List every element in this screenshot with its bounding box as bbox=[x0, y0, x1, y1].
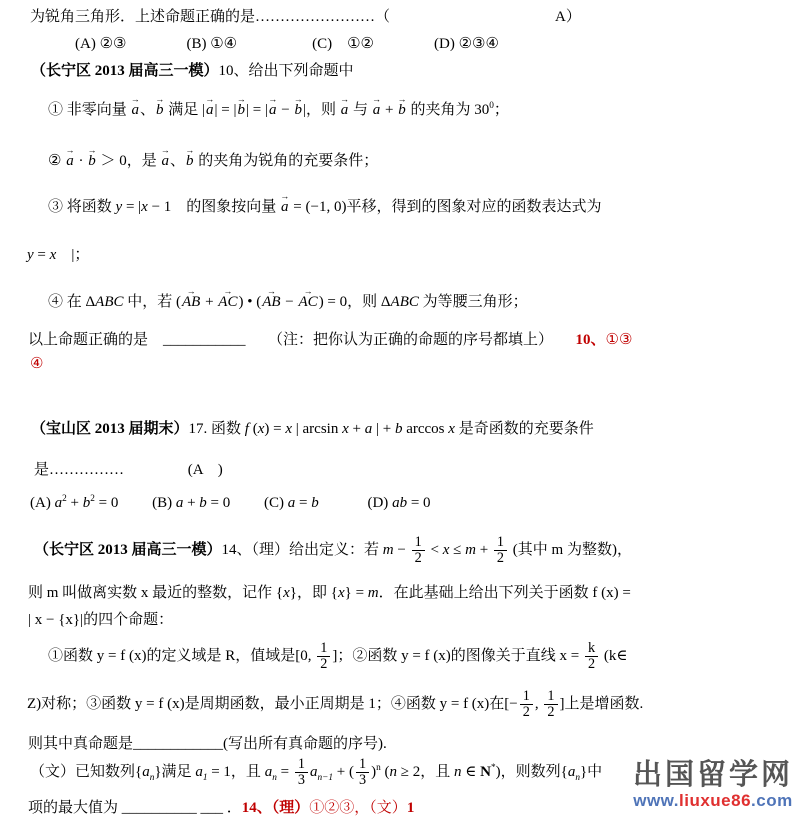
vector-arrow-icon: → bbox=[155, 93, 165, 104]
fraction: $\frac{1}{2}$ bbox=[412, 535, 425, 566]
q10-answer-red-overflow: ④ bbox=[30, 356, 44, 372]
prev-question-options-row: (A) ②③ (B) ①④ (C) ①② (D) ②③④ bbox=[75, 36, 499, 52]
vector: → b bbox=[155, 93, 165, 118]
q14-wen-stem-line: （文）已知数列$\{a_n\}$满足 $a_1 = 1$，且 $a_n$ = $\frac{1}{3}$ $a_{n-1}$ + ( $\frac{1}{3}$ )$^n$ (n ≥ 2，且 n ∈ N*)，则数列$\{a_n\}$中 bbox=[30, 756, 603, 788]
fraction: $\frac{1}{3}$ bbox=[295, 757, 308, 788]
vector: → a bbox=[268, 93, 278, 118]
vector-arrow-icon: → bbox=[130, 93, 140, 104]
q14-definition-line-1: （长宁区 2013 届高三一模）14、（理）给出定义：若 m − $\frac{1}{2}$ < x ≤ m + $\frac{1}{2}$ (其中 m 为整数)， bbox=[34, 534, 632, 566]
fraction: $\frac{k}{2}$ bbox=[585, 641, 598, 672]
fraction: $\frac{1}{2}$ bbox=[544, 689, 557, 720]
fraction: $\frac{1}{2}$ bbox=[494, 535, 507, 566]
vector: → b bbox=[87, 144, 97, 169]
q10-statement-3-continued: y = x |； bbox=[27, 247, 90, 263]
watermark-url bbox=[633, 792, 793, 811]
vector-arrow-icon: → bbox=[371, 93, 381, 104]
q17-stem-line: （宝山区 2013 届期末）17. 函数 f (x) = x | arcsin x + a | + b arccos x 是奇函数的充要条件 bbox=[31, 421, 594, 437]
watermark-url-www: www. bbox=[633, 790, 679, 810]
q10-header: （长宁区 2013 届高三一模）10、给出下列命题中 bbox=[31, 63, 354, 79]
vector-arrow-icon: → bbox=[186, 285, 196, 296]
q10-statement-2: ② → a · → b ＞ 0，是 → a、 → b 的夹角为锐角的充要条件； bbox=[48, 144, 379, 169]
q14-definition-line-2: 则 m 叫做离实数 x 最近的整数，记作 {x}，即 {x} = m．在此基础上给出下列关于函数 f (x) = bbox=[28, 585, 631, 601]
fraction: $\frac{1}{3}$ bbox=[356, 757, 369, 788]
vector-arrow-icon: → bbox=[266, 285, 276, 296]
vector: → a bbox=[339, 93, 349, 118]
vector-arrow-icon: → bbox=[397, 93, 407, 104]
q14-definition-line-3: | x − {x}|的四个命题： bbox=[28, 612, 174, 628]
q14-propositions-line-1: ①函数 y = f (x)的定义域是 R，值域是[0, $\frac{1}{2}$ ]；②函数 y = f (x)的图像关于直线 x = $\frac{k}{2}$ (k∈ bbox=[48, 640, 628, 672]
watermark-url-tld: .com bbox=[751, 790, 793, 810]
vector: → b bbox=[397, 93, 407, 118]
q17-answer-choice-line: 是…………… (A ) bbox=[34, 462, 223, 478]
q17-options-row: (A) $a^2 + b^2 = 0$ (B) a + b = 0 (C) a = b (D) ab = 0 bbox=[30, 494, 431, 511]
vector: → a bbox=[280, 190, 290, 215]
vector: → b bbox=[185, 144, 195, 169]
fraction: $\frac{1}{2}$ bbox=[317, 641, 330, 672]
watermark-url-domain: liuxue86 bbox=[679, 790, 752, 810]
vector-arrow-icon: → bbox=[185, 144, 195, 155]
vector-arrow-icon: → bbox=[160, 144, 170, 155]
prev-question-stem-line: 为锐角三角形．上述命题正确的是……………………（ A） bbox=[30, 9, 581, 25]
vector: → a bbox=[205, 93, 215, 118]
vector: → a bbox=[130, 93, 140, 118]
vector-arrow-icon: → bbox=[236, 93, 246, 104]
vector: → a bbox=[371, 93, 381, 118]
vector: → AC bbox=[298, 285, 318, 310]
vector-arrow-icon: → bbox=[293, 93, 303, 104]
q14-propositions-line-2: Z)对称；③函数 y = f (x)是周期函数，最小正周期是 1；④函数 y = f (x)在[− $\frac{1}{2}$ , $\frac{1}{2}$ ]上是增函数. bbox=[27, 688, 644, 720]
vector-arrow-icon: → bbox=[280, 190, 290, 201]
vector-arrow-icon: → bbox=[268, 93, 278, 104]
q10-statement-4: ④ 在 ΔABC 中，若 ( → AB + → AC) • ( → AB − → AC) = 0，则 ΔABC 为等腰三角形； bbox=[48, 285, 528, 310]
q10-statement-3: ③ 将函数 y = |x − 1 的图象按向量 → a = (−1, 0)平移，得到的图象对应的函数表达式为 bbox=[48, 190, 602, 215]
vector: → AC bbox=[218, 285, 238, 310]
vector: → b bbox=[293, 93, 303, 118]
watermark bbox=[633, 760, 793, 811]
watermark-site-name: 出国留学网 bbox=[632, 759, 793, 791]
q14-wen-answer-line: 项的最大值为 __________ ___ ．14、（理）①②③，（文）1 bbox=[28, 800, 415, 816]
vector-arrow-icon: → bbox=[303, 285, 313, 296]
vector: → AB bbox=[262, 285, 281, 310]
vector-arrow-icon: → bbox=[87, 144, 97, 155]
vector: → AB bbox=[182, 285, 201, 310]
vector-arrow-icon: → bbox=[223, 285, 233, 296]
vector-arrow-icon: → bbox=[65, 144, 75, 155]
vector-arrow-icon: → bbox=[205, 93, 215, 104]
fraction: $\frac{1}{2}$ bbox=[520, 689, 533, 720]
vector-arrow-icon: → bbox=[339, 93, 349, 104]
q10-statement-1: ① 非零向量 → a、 → b 满足 | → a| = | → b| = | → a − → b|，则 → a 与 → a + → b 的夹角为 $30^0$； bbox=[48, 93, 509, 118]
q14-answer-blank-line: 则其中真命题是____________(写出所有真命题的序号). bbox=[28, 736, 387, 752]
vector: → a bbox=[65, 144, 75, 169]
vector: → b bbox=[236, 93, 246, 118]
vector: → a bbox=[160, 144, 170, 169]
q10-answer-blank-line: 以上命题正确的是 ___________ （注：把你认为正确的命题的序号都填上） 10、①③ bbox=[28, 332, 633, 348]
